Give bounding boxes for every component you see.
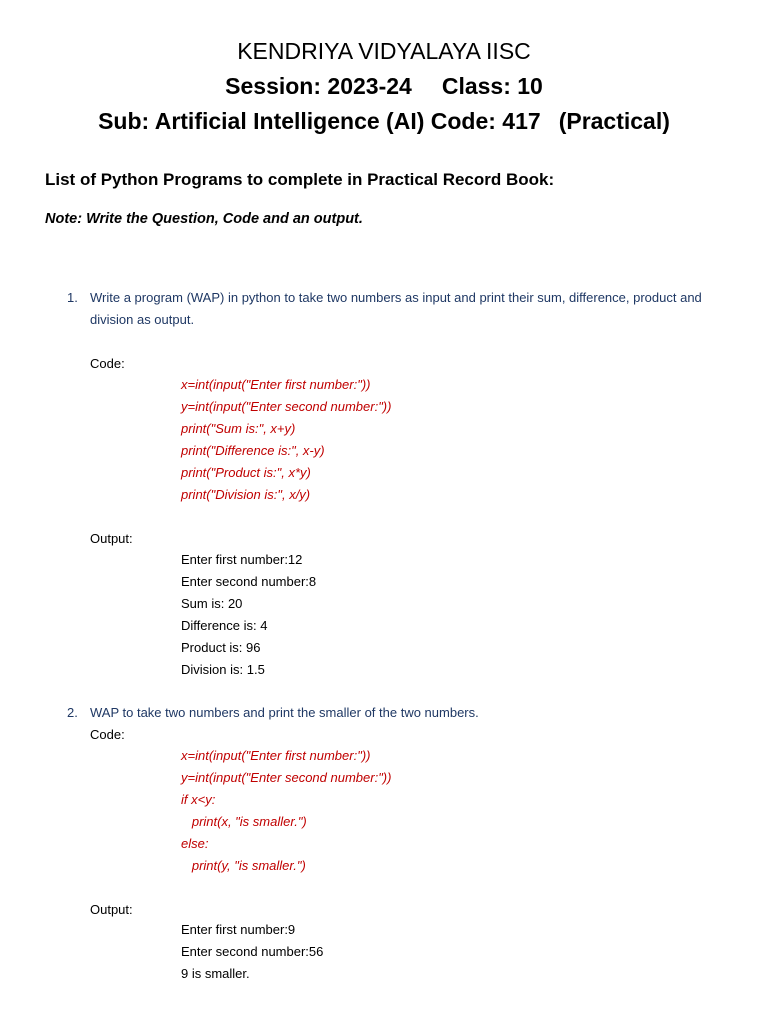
output-line: Enter first number:9 — [181, 922, 296, 937]
output-line: Difference is: 4 — [181, 618, 268, 633]
question-1-text: Write a program (WAP) in python to take two numbers as input and print their sum, difference, product and division as output. — [90, 290, 702, 327]
code-line: print("Product is:", x*y) — [181, 465, 311, 480]
code-line: x=int(input("Enter first number:")) — [181, 748, 371, 763]
output-line: Enter second number:8 — [181, 574, 317, 589]
code-line: print(y, "is smaller.") — [181, 858, 306, 873]
list-title: List of Python Programs to complete in Practical Record Book: — [45, 170, 555, 189]
code-line: print(x, "is smaller.") — [181, 814, 307, 829]
question-2-code-block — [181, 745, 391, 877]
code-line: x=int(input("Enter first number:")) — [181, 377, 371, 392]
session-line — [0, 73, 768, 100]
output-line: Division is: 1.5 — [181, 662, 265, 677]
question-1-code-label: Code: — [90, 356, 125, 371]
output-line: 9 is smaller. — [181, 966, 250, 981]
output-line: Enter second number:56 — [181, 944, 324, 959]
question-2-number: 2. — [67, 705, 78, 720]
code-line: y=int(input("Enter second number:")) — [181, 770, 392, 785]
practical-text: (Practical) — [558, 108, 670, 134]
question-1-output-block — [181, 549, 316, 681]
class-text: Class: 10 — [441, 73, 543, 99]
subject-line — [0, 108, 768, 135]
question-1-code-block — [181, 374, 391, 506]
question-1-output-label: Output: — [90, 531, 133, 546]
question-2-text: WAP to take two numbers and print the smaller of the two numbers. — [90, 705, 479, 720]
code-line: y=int(input("Enter second number:")) — [181, 399, 392, 414]
output-line: Enter first number:12 — [181, 552, 303, 567]
subject-text: Sub: Artificial Intelligence (AI) Code: 417 — [98, 108, 541, 134]
code-line: print("Division is:", x/y) — [181, 487, 311, 502]
code-line: print("Sum is:", x+y) — [181, 421, 296, 436]
question-2-output-label: Output: — [90, 902, 133, 917]
output-line: Product is: 96 — [181, 640, 261, 655]
session-text: Session: 2023-24 — [225, 73, 412, 99]
code-line: else: — [181, 836, 209, 851]
school-name: KENDRIYA VIDYALAYA IISC — [237, 38, 531, 64]
question-2-code-label: Code: — [90, 727, 125, 742]
code-line: print("Difference is:", x-y) — [181, 443, 325, 458]
output-line: Sum is: 20 — [181, 596, 243, 611]
code-line: if x<y: — [181, 792, 216, 807]
question-2-output-block — [181, 919, 323, 985]
note: Note: Write the Question, Code and an output. — [45, 211, 363, 227]
question-1-number: 1. — [67, 290, 78, 305]
